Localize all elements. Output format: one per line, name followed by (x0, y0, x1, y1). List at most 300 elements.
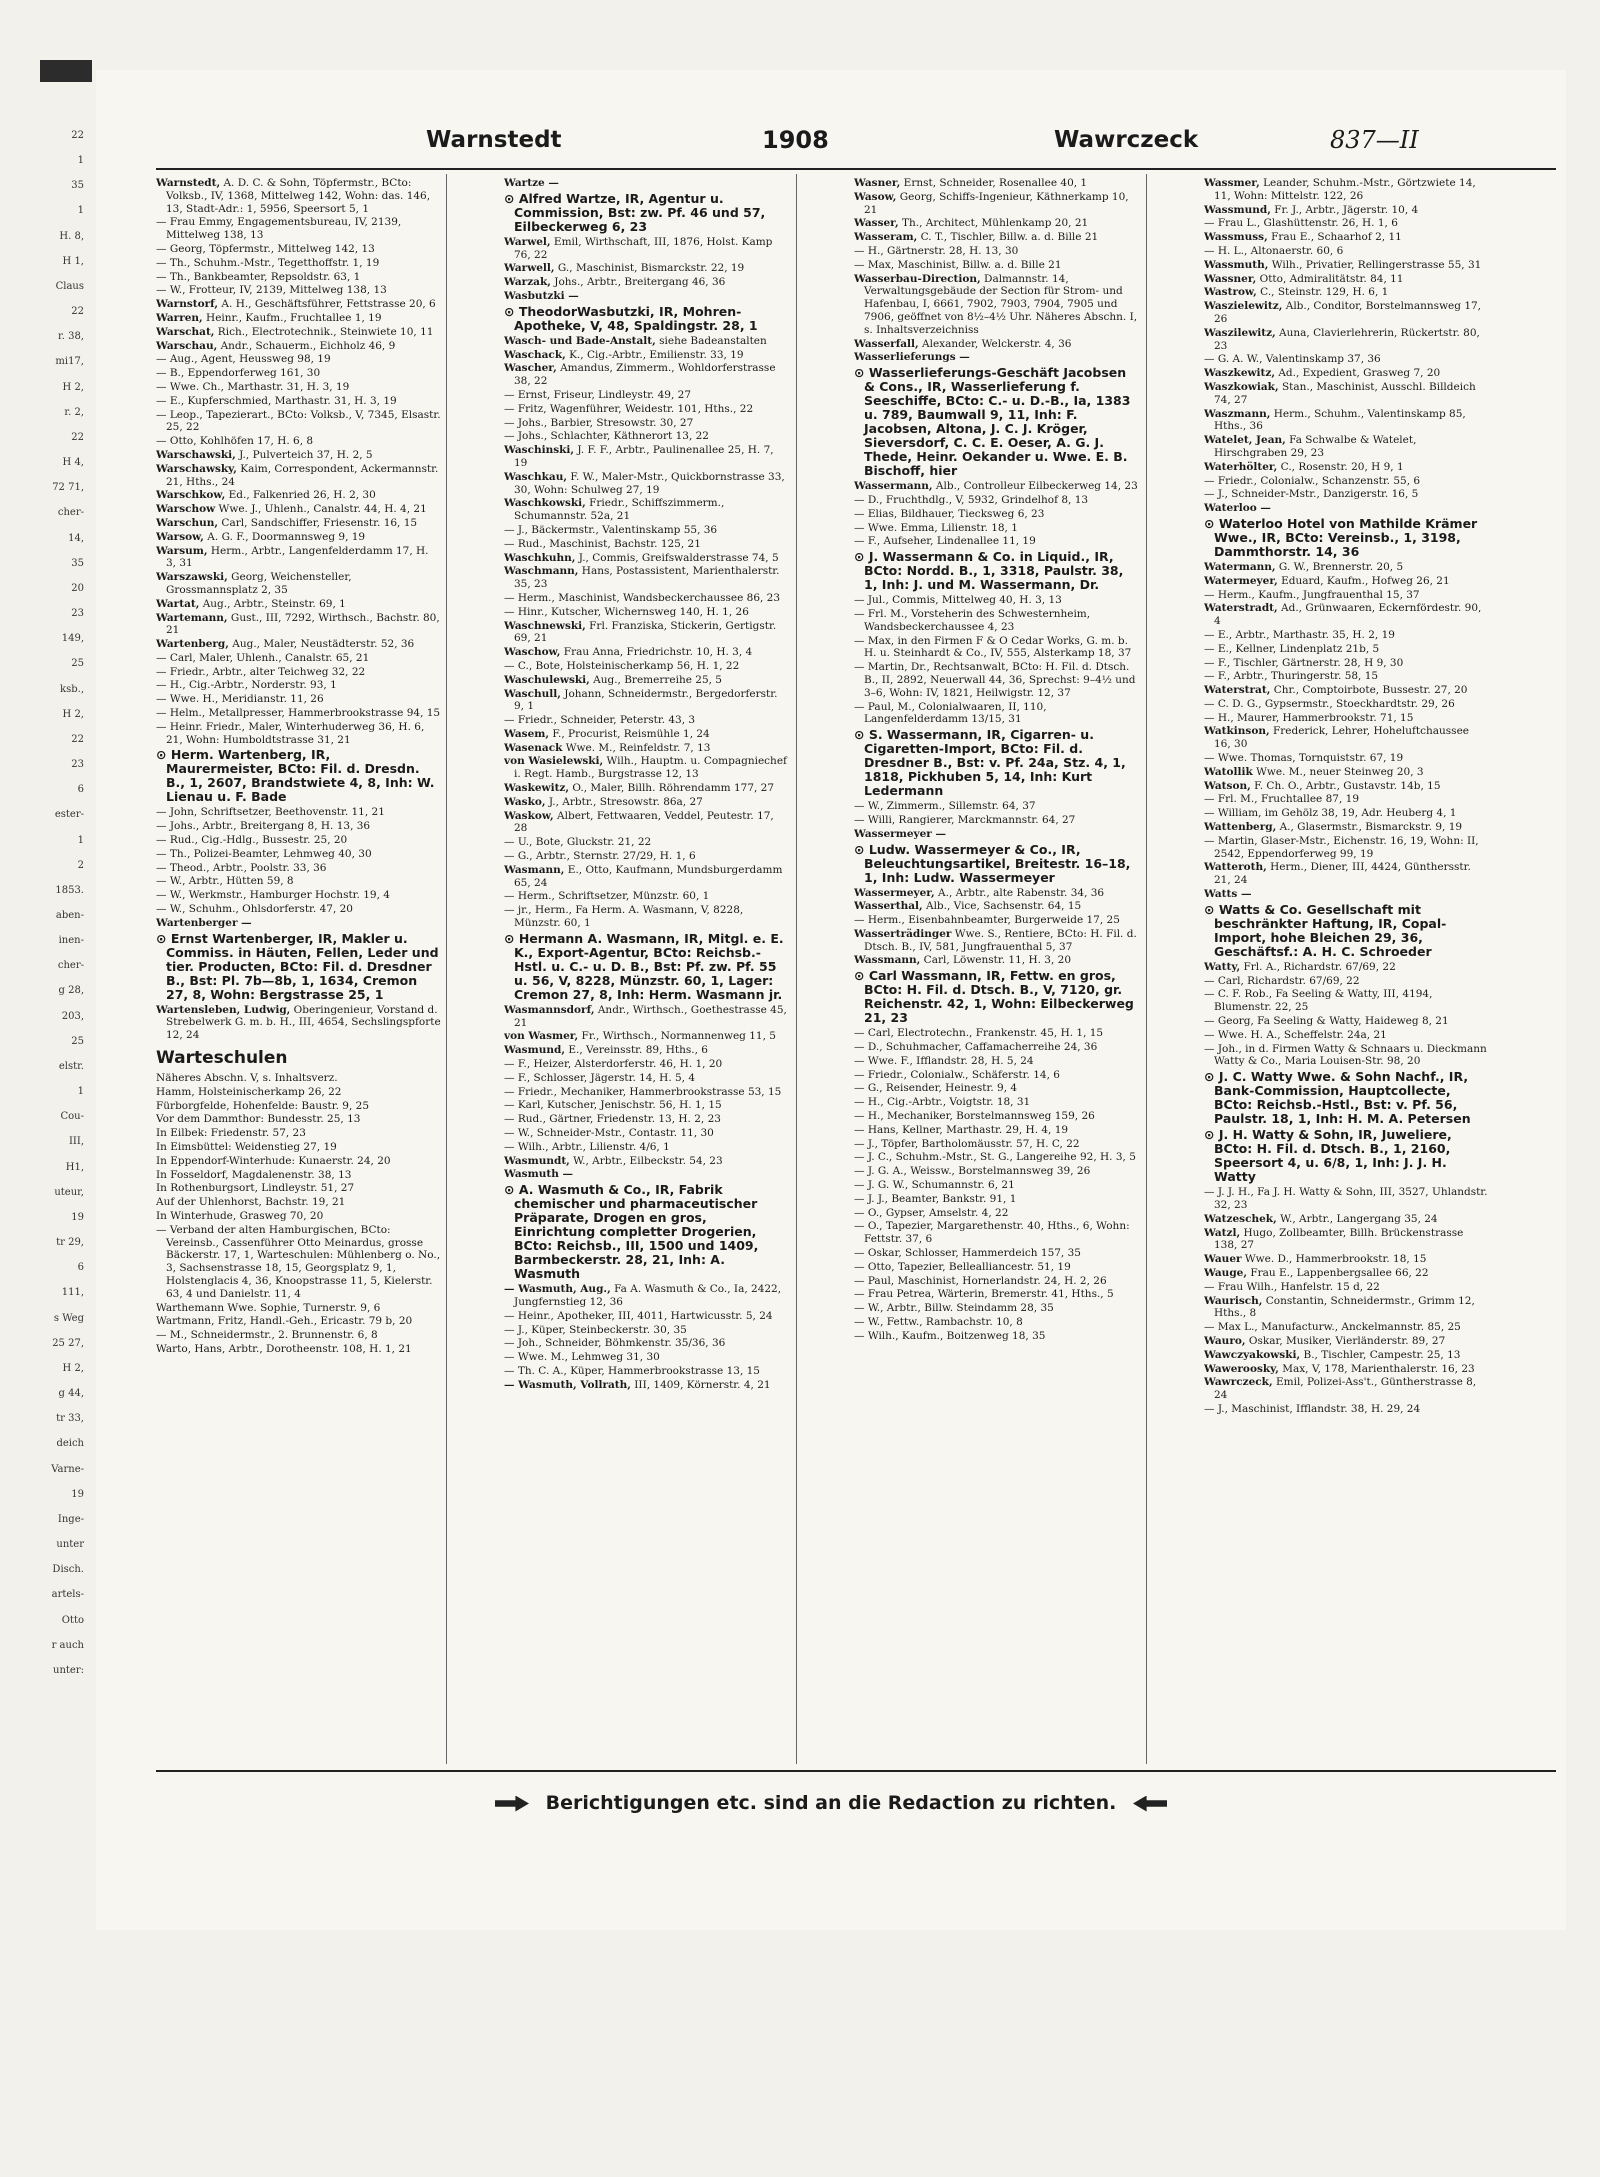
entry-details: IR, Juweliere, BCto: H. Fil. d. Dtsch. B., 1, 2160, Speersort 4, u. 6/8, 1, Inh: J. J. H. Watty (1214, 1127, 1452, 1185)
directory-entry (1204, 217, 1489, 230)
entry-details: Max, V, 178, Marienthalerstr. 16, 23 (1278, 1362, 1475, 1375)
previous-page-fragment: III, (68, 1136, 84, 1148)
entry-details: — G. A. W., Valentinskamp 37, 36 (1204, 353, 1381, 366)
entry-details: IR, Beleuchtungsartikel, Breitestr. 16–18, 1, Inh: Ludw. Wassermeyer (864, 841, 1131, 885)
previous-page-fragment: uteur, (54, 1186, 84, 1198)
entry-details: — D., Fruchthdlg., V, 5932, Grindelhof 8, 13 (854, 493, 1089, 506)
directory-entry (854, 1220, 1139, 1246)
directory-entry (854, 1027, 1139, 1040)
entry-name: Watteroth, (1204, 861, 1267, 874)
directory-entry (854, 1193, 1139, 1206)
directory-entry (854, 1069, 1139, 1082)
entry-details: Fr., Wirthsch., Normannenweg 11, 5 (578, 1030, 776, 1043)
entry-name: Wasko, (504, 795, 546, 808)
entry-details: — Th., Polizei-Beamter, Lehmweg 40, 30 (156, 847, 372, 860)
entry-details: — Friedr., Colonialw., Schanzenstr. 55, 6 (1204, 474, 1421, 487)
directory-entry (1204, 300, 1489, 326)
previous-page-fragment: H 4, (62, 457, 84, 469)
entry-details: J., Arbtr., Stresowstr. 86a, 27 (545, 795, 703, 808)
directory-entry (854, 191, 1139, 217)
entry-details: A., Glasermstr., Bismarckstr. 9, 19 (1276, 821, 1463, 834)
entry-details: Carl, Sandschiffer, Friesenstr. 16, 15 (218, 516, 418, 529)
previous-page-fragment: 19 (71, 1488, 84, 1500)
directory-entry (504, 524, 789, 537)
entry-details: Ad., Grünwaaren, Eckernfördestr. 90, 4 (1214, 602, 1482, 628)
directory-entry (1204, 807, 1489, 820)
entry-details: Fa Schwalbe & Watelet, Hirschgraben 29, 23 (1214, 434, 1417, 459)
directory-entry (854, 828, 1139, 841)
directory-entry (1204, 286, 1489, 299)
directory-entry (156, 612, 441, 638)
directory-entry (1204, 273, 1489, 286)
directory-entry (1204, 643, 1489, 656)
directory-entry (156, 820, 441, 833)
entry-name: Warschkow, (156, 489, 226, 502)
directory-entry (156, 1127, 441, 1140)
entry-name: ⊙ Alfred Wartze, (504, 190, 621, 206)
directory-entry (1204, 1295, 1489, 1321)
entry-details: J., Commis, Greifswalderstrasse 74, 5 (575, 551, 779, 564)
entry-details: K., Cig.-Arbtr., Emilienstr. 33, 19 (565, 348, 744, 361)
entry-name: Wassmann, (854, 954, 921, 967)
entry-name: Waweroosky, (1204, 1362, 1279, 1375)
directory-entry (854, 522, 1139, 535)
entry-details: Herm., Arbtr., Langenfelderdamm 17, H. 3, 31 (166, 544, 429, 570)
entry-details: — Georg, Töpfermstr., Mittelweg 142, 13 (156, 242, 375, 255)
entry-details: Hugo, Zollbeamter, Billh. Brückenstrasse 138, 27 (1214, 1226, 1464, 1252)
directory-entry (156, 463, 441, 489)
directory-entry (504, 810, 789, 836)
advertiser-entry (854, 366, 1139, 478)
entry-details: W., Arbtr., Eilbeckstr. 54, 23 (569, 1154, 723, 1167)
previous-page-fragment: 35 (71, 557, 84, 569)
directory-entry (156, 435, 441, 448)
directory-entry (504, 1337, 789, 1350)
directory-entry (156, 679, 441, 692)
entry-details: Auna, Clavierlehrerin, Rückertstr. 80, 23 (1214, 326, 1480, 352)
entry-name: ⊙ A. Wasmuth & Co., (504, 1182, 651, 1198)
directory-entry (504, 1351, 789, 1364)
directory-entry (504, 660, 789, 673)
previous-page-fragment: Disch. (52, 1564, 84, 1576)
directory-entry (1204, 381, 1489, 407)
directory-entry (854, 900, 1139, 913)
previous-page-fragment: 1 (77, 155, 84, 167)
entry-details: Vor dem Dammthor: Bundesstr. 25, 13 (156, 1113, 361, 1126)
directory-entry (156, 489, 441, 502)
directory-entry (156, 243, 441, 256)
entry-details: — Wilh., Arbtr., Lilienstr. 4/6, 1 (504, 1140, 670, 1153)
entry-name: Warsum, (156, 544, 208, 557)
entry-name: Warschow (156, 503, 216, 516)
entry-name: Watermann, (1204, 560, 1276, 573)
entry-details: — H., Mechaniker, Borstelmannsweg 159, 26 (854, 1110, 1095, 1123)
directory-entry (156, 806, 441, 819)
directory-entry (1204, 488, 1489, 501)
previous-page-fragment: 1853. (55, 884, 84, 896)
directory-entry (1204, 177, 1489, 203)
previous-page-fragment: 72 71, (52, 482, 84, 494)
entry-name: Wasserträdinger (854, 927, 952, 940)
entry-details: Herm., Diener, III, 4424, Günthersstr. 21, 24 (1214, 861, 1471, 887)
entry-details: Wilh., Hauptm. u. Compagniechef i. Regt. Hamb., Burgstrasse 12, 13 (514, 755, 787, 781)
directory-entry (854, 1288, 1139, 1301)
entry-name: Warwell, (504, 262, 555, 275)
directory-entry (1204, 475, 1489, 488)
previous-page-fragment: mi17, (55, 356, 84, 368)
entry-details: IR, Cigarren- u. Cigaretten-Import, BCto: Fil. d. Dresdner B., Bst: v. Pf. 24a, Stz. 4, 1, 1818, Pickhuben 5, 14, Inh: Kurt Ledermann (864, 727, 1126, 799)
entry-name: — Wasmuth, Vollrath, (504, 1378, 631, 1391)
entry-name: Warsow, (156, 530, 204, 543)
directory-entry (1204, 259, 1489, 272)
entry-details: Otto, Admiralitätstr. 84, 11 (1256, 272, 1404, 285)
directory-entry (504, 1113, 789, 1126)
directory-entry (1204, 1186, 1489, 1212)
directory-entry (854, 608, 1139, 634)
directory-entry (854, 701, 1139, 727)
previous-page-fragment: inen- (58, 935, 84, 947)
previous-page-fragment: unter (56, 1539, 84, 1551)
entry-details: — O., Gypser, Amselstr. 4, 22 (854, 1206, 1009, 1219)
entry-name: Wattenberg, (1204, 821, 1277, 834)
previous-page-fragment: 203, (61, 1010, 84, 1022)
entry-details: F., Procurist, Reismühle 1, 24 (549, 727, 710, 740)
directory-entry (1204, 245, 1489, 258)
entry-details: Frau E., Lappenbergsallee 66, 22 (1247, 1267, 1429, 1279)
entry-details: — J. J., Beamter, Bankstr. 91, 1 (854, 1192, 1017, 1205)
entry-details: — Max, in den Firmen F & O Cedar Works, G. m. b. H. u. Steinhardt & Co., IV, 555, Alsterkamp 18, 37 (854, 634, 1132, 660)
previous-page-fragment: tr 29, (56, 1237, 84, 1249)
directory-entry (156, 409, 441, 435)
entry-name: Wassermeyer, (854, 886, 935, 899)
previous-page-fragment: Otto (61, 1614, 84, 1626)
entry-details: — Wwe. H., Meridianstr. 11, 26 (156, 693, 324, 706)
entry-name: Warwel, (504, 235, 551, 248)
directory-entry (504, 850, 789, 863)
entry-details: IR, Fettw. en gros, BCto: H. Fil. d. Dtsch. B., V, 7120, gr. Reichenstr. 42, 1, Wohn: Eilbeckerweg 21, 23 (864, 968, 1134, 1026)
directory-entry (1204, 1335, 1489, 1348)
entry-details: — J. G. A., Weissw., Borstelmannsweg 39, 26 (854, 1165, 1091, 1178)
entry-details: — Ernst, Friseur, Lindleystr. 49, 27 (504, 388, 692, 401)
directory-entry (854, 661, 1139, 699)
directory-entry (504, 362, 789, 388)
previous-page-fragment: unter: (53, 1664, 84, 1676)
directory-entry (1204, 961, 1489, 974)
directory-entry (504, 389, 789, 402)
previous-page-fragment: elstr. (58, 1060, 84, 1072)
directory-entry (1204, 793, 1489, 806)
entry-name: Wasserbau-Direction, (854, 272, 981, 285)
entry-details: Georg, Schiffs-Ingenieur, Käthnerkamp 10, 21 (864, 190, 1129, 216)
directory-entry (1204, 1281, 1489, 1294)
entry-name: ⊙ S. Wassermann, (854, 727, 983, 743)
directory-entry (854, 814, 1139, 827)
directory-entry (504, 565, 789, 591)
previous-page-edge (0, 70, 90, 1710)
directory-entry (854, 954, 1139, 967)
entry-details: Näheres Abschn. V, s. Inhaltsverz. (156, 1072, 338, 1085)
entry-details: — M., Schneidermstr., 2. Brunnenstr. 6, 8 (156, 1329, 378, 1342)
advertiser-entry (1204, 517, 1489, 559)
directory-entry (854, 177, 1139, 190)
entry-name: Wassmer, (1204, 177, 1260, 189)
pointing-hand-icon (495, 1796, 529, 1812)
directory-entry (854, 1082, 1139, 1095)
entry-details: — Frau Wilh., Hanfelstr. 15 d, 22 (1204, 1280, 1380, 1293)
advertiser-entry (504, 1183, 789, 1281)
previous-page-fragment: 1 (77, 1086, 84, 1098)
entry-details: Wartmann, Fritz, Handl.-Geh., Ericastr. 79 b, 20 (156, 1315, 413, 1328)
entry-details: — Hans, Kellner, Marthastr. 29, H. 4, 19 (854, 1123, 1069, 1136)
entry-name: Warnstedt, (156, 177, 221, 189)
directory-entry (156, 666, 441, 679)
entry-details: — Johs., Barbier, Stresowstr. 30, 27 (504, 416, 694, 429)
directory-entry (156, 367, 441, 380)
directory-entry (1204, 231, 1489, 244)
entry-name: Waschinski, (504, 444, 575, 457)
entry-details: IR, Fabrik chemischer und pharmaceutischer Präparate, Drogen en gros, Einrichtung completter Drogerien, BCto: Reichsb., III, 1500 und 1409, Barmbeckerstr. 28, 21, Inh: A. Wasmuth (514, 1182, 759, 1282)
header-rule (156, 168, 1556, 170)
entry-details: Frl. Franziska, Stickerin, Gertigstr. 69, 21 (514, 619, 777, 645)
directory-entry (504, 1058, 789, 1071)
directory-entry (1204, 204, 1489, 217)
column-4 (1204, 177, 1489, 1757)
entry-name: ⊙ TheodorWasbutzki, (504, 303, 655, 319)
advertiser-entry (854, 969, 1139, 1025)
directory-entry (504, 890, 789, 903)
advertiser-entry (1204, 903, 1489, 959)
entry-details: Wwe. M., neuer Steinweg 20, 3 (1252, 765, 1424, 778)
entry-details: Alb., Controlleur Eilbeckerweg 14, 23 (932, 480, 1138, 493)
entry-name: von Wasmer, (504, 1030, 579, 1043)
entry-details: W., Arbtr., Langergang 35, 24 (1276, 1212, 1438, 1225)
entry-details: — F., Tischler, Gärtnerstr. 28, H 9, 30 (1204, 656, 1404, 669)
entry-name: Wasser, (854, 217, 899, 230)
entry-details: IR, BCto: Nordd. B., 1, 3318, Paulstr. 38, 1, Inh: J. und M. Wassermann, Dr. (864, 549, 1124, 593)
directory-entry (504, 606, 789, 619)
previous-page-fragment: aben- (55, 910, 84, 921)
previous-page-fragment: 2 (77, 859, 84, 871)
previous-page-fragment: H 2, (62, 381, 84, 393)
entry-details: — J., Bäckermstr., Valentinskamp 55, 36 (504, 523, 718, 536)
directory-entry (1204, 712, 1489, 725)
entry-details: — W., Schneider-Mstr., Contastr. 11, 30 (504, 1127, 714, 1140)
entry-details: — H., Cig.-Arbtr., Norderstr. 93, 1 (156, 679, 337, 692)
directory-entry (156, 449, 441, 462)
directory-entry (854, 480, 1139, 493)
directory-entry (156, 834, 441, 847)
previous-page-fragment: H1, (65, 1161, 84, 1173)
directory-entry (156, 177, 441, 215)
entry-name: Waterstradt, (1204, 602, 1278, 615)
entry-details: — Herm., Eisenbahnbeamter, Burgerweide 17, 25 (854, 914, 1120, 927)
directory-entry (156, 517, 441, 530)
entry-details: Emil, Polizei-Ass't., Güntherstrasse 8, 24 (1214, 1376, 1477, 1402)
directory-entry (504, 236, 789, 262)
entry-details: Ad., Expedient, Grasweg 7, 20 (1275, 367, 1441, 380)
entry-details: E., Otto, Kaufmann, Mundsburgerdamm 65, 24 (514, 863, 783, 889)
entry-name: Wartze — (504, 177, 559, 189)
directory-entry (1204, 725, 1489, 751)
entry-details: — W., Frotteur, IV, 2139, Mittelweg 138, 13 (156, 284, 387, 297)
entry-details: — Wwe. H. A., Scheffelstr. 24a, 21 (1204, 1028, 1387, 1041)
entry-details: B., Tischler, Campestr. 25, 13 (1300, 1348, 1461, 1361)
entry-details: — J., Küper, Steinbeckerstr. 30, 35 (504, 1323, 687, 1336)
directory-entry (504, 592, 789, 605)
directory-entry (854, 1330, 1139, 1343)
entry-details: — Th., Schuhm.-Mstr., Tegetthoffstr. 1, 19 (156, 256, 380, 269)
advertiser-entry (1204, 1128, 1489, 1184)
running-head-last-entry: Wawrczeck (1054, 127, 1199, 153)
entry-name: ⊙ J. H. Watty & Sohn, (1204, 1127, 1354, 1143)
entry-details: — Wwe. Emma, Lilienstr. 18, 1 (854, 521, 1018, 534)
directory-entry (1204, 780, 1489, 793)
directory-entry (504, 444, 789, 470)
directory-entry (156, 693, 441, 706)
entry-details: In Eppendorf-Winterhude: Kunaerstr. 24, 20 (156, 1154, 391, 1167)
entry-details: — Otto, Tapezier, Bellealliancestr. 51, 19 (854, 1260, 1071, 1273)
directory-entry (1204, 1015, 1489, 1028)
directory-entry (156, 571, 441, 597)
entry-details: — Johs., Arbtr., Breitergang 8, H. 13, 36 (156, 820, 371, 833)
directory-entry (156, 652, 441, 665)
entry-name: ⊙ Carl Wassmann, (854, 968, 982, 984)
entry-name: ⊙ Herm. Wartenberg, (156, 747, 307, 763)
directory-entry (156, 1224, 441, 1301)
entry-details: — H. L., Altonaerstr. 60, 6 (1204, 244, 1344, 257)
entry-details: — F., Aufseher, Lindenallee 11, 19 (854, 535, 1036, 548)
directory-entry (504, 497, 789, 523)
directory-entry (1204, 670, 1489, 683)
entry-details: — Helm., Metallpresser, Hammerbrookstrasse 94, 15 (156, 707, 441, 720)
entry-details: — E., Arbtr., Marthastr. 35, H. 2, 19 (1204, 628, 1395, 641)
previous-page-fragment: r. 2, (64, 406, 84, 418)
entry-name: Wasmann, (504, 863, 565, 876)
directory-entry (854, 1110, 1139, 1123)
entry-details: — W., Schuhm., Ohlsdorferstr. 47, 20 (156, 903, 353, 916)
previous-page-fragment: H 1, (62, 255, 84, 267)
directory-entry (854, 245, 1139, 258)
entry-name: Wassermeyer — (854, 827, 946, 840)
directory-entry (854, 1151, 1139, 1164)
previous-page-fragment: ester- (54, 809, 84, 821)
directory-entry (156, 875, 441, 888)
entry-details: A. G. F., Doormannsweg 9, 19 (203, 530, 366, 543)
entry-details: Leander, Schuhm.-Mstr., Görtzwiete 14, 11, Wohn: Mittelstr. 122, 26 (1214, 177, 1476, 202)
directory-entry (854, 535, 1139, 548)
entry-name: von Wasielewski, (504, 755, 604, 768)
directory-entry (504, 904, 789, 930)
section-title: Warteschulen (156, 1048, 288, 1069)
entry-details: — Friedr., Arbtr., alter Teichweg 32, 22 (156, 665, 366, 678)
entry-name: Waskow, (504, 809, 554, 822)
directory-entry (854, 231, 1139, 244)
directory-entry (156, 381, 441, 394)
directory-entry (156, 917, 441, 930)
entry-name: Watts — (1204, 888, 1252, 901)
entry-name: Waschkuhn, (504, 551, 576, 564)
entry-details: — Georg, Fa Seeling & Watty, Haideweg 8, 21 (1204, 1015, 1449, 1028)
entry-details: Albert, Fettwaaren, Veddel, Peutestr. 17, 28 (514, 809, 774, 835)
directory-entry (854, 1316, 1139, 1329)
entry-details: — Frau L., Glashüttenstr. 26, H. 1, 6 (1204, 217, 1398, 230)
entry-name: Waterloo — (1204, 502, 1271, 515)
directory-entry (504, 1004, 789, 1030)
entry-name: Watkinson, (1204, 725, 1270, 738)
entry-details: Eduard, Kaufm., Hofweg 26, 21 (1277, 574, 1450, 587)
entry-name: Watelet, Jean, (1204, 434, 1286, 447)
directory-entry (156, 545, 441, 571)
directory-entry (1204, 821, 1489, 834)
entry-details: — Elias, Bildhauer, Tiecksweg 6, 23 (854, 507, 1045, 520)
entry-details: IR, Mohren-Apotheke, V, 48, Spaldingstr. 28, 1 (514, 303, 758, 333)
advertiser-entry (156, 932, 441, 1002)
column-divider (796, 174, 797, 1764)
running-head (96, 120, 1566, 160)
previous-page-fragment: Cou- (60, 1111, 84, 1123)
previous-page-fragment: ksb., (60, 683, 84, 695)
previous-page-fragment: artels- (51, 1589, 84, 1601)
previous-page-fragment: g 28, (58, 985, 84, 997)
entry-details: — J., Töpfer, Bartholomäusstr. 57, H. C, 22 (854, 1137, 1080, 1150)
directory-entry (504, 552, 789, 565)
entry-details: Th., Architect, Mühlenkamp 20, 21 (898, 217, 1089, 230)
directory-entry (156, 1196, 441, 1209)
directory-entry (156, 395, 441, 408)
directory-entry (1204, 1376, 1489, 1402)
entry-details: — W., Fettw., Rambachstr. 10, 8 (854, 1316, 1023, 1329)
directory-entry (156, 326, 441, 339)
entry-details: Hans, Postassistent, Marienthalerstr. 35, 23 (514, 565, 780, 591)
directory-entry (854, 594, 1139, 607)
directory-entry (156, 531, 441, 544)
entry-name: Waschkau, (504, 470, 567, 483)
advertiser-entry (854, 843, 1139, 885)
entry-details: — C., Bote, Holsteinischerkamp 56, H. 1, 22 (504, 659, 740, 672)
directory-entry (854, 887, 1139, 900)
directory-entry (1204, 1213, 1489, 1226)
directory-entry (854, 928, 1139, 954)
previous-page-fragment: 20 (71, 582, 84, 594)
entry-details: — Wwe. M., Lehmweg 31, 30 (504, 1351, 660, 1364)
entry-details: — Max L., Manufacturw., Anckelmannstr. 85, 25 (1204, 1321, 1461, 1334)
advertiser-entry (504, 305, 789, 333)
entry-name: ⊙ Waterloo Hotel von Mathilde Krämer Wwe., (1204, 515, 1478, 545)
entry-name: ⊙ Watts & Co. Gesellschaft mit beschränkter Haftung, (1204, 901, 1421, 931)
entry-name: Wartat, (156, 597, 200, 610)
entry-details: — Theod., Arbtr., Poolstr. 33, 36 (156, 861, 327, 874)
directory-entry (156, 1155, 441, 1168)
entry-details: — Wwe. Ch., Marthastr. 31, H. 3, 19 (156, 380, 350, 393)
column-divider (446, 174, 447, 1764)
entry-name: Wascher, (504, 362, 557, 375)
previous-page-fragment: 1 (77, 834, 84, 846)
advertiser-entry (854, 550, 1139, 592)
entry-details: IR, Mitgl. e. E. K., Export-Agentur, BCto: Reichsb.-Hstl. u. C.- u. D. B., Bst: Pf. zw. Pf. 55 u. 56, V, 8228, Münzstr. 60, 1, Lager: Cremon 27, 8, Inh: Herm. Wasmann jr. (514, 930, 784, 1002)
entry-name: Wassmuth, (1204, 258, 1269, 271)
directory-entry (854, 273, 1139, 337)
directory-entry (1204, 1349, 1489, 1362)
entry-details: — H., Gärtnerstr. 28, H. 13, 30 (854, 244, 1019, 257)
entry-name: Wasner, (854, 177, 901, 189)
entry-details: — E., Kellner, Lindenplatz 21b, 5 (1204, 642, 1380, 655)
column-divider (1146, 174, 1147, 1764)
previous-page-fragment: 6 (77, 1262, 84, 1274)
directory-entry (854, 1055, 1139, 1068)
directory-entry (156, 340, 441, 353)
entry-details: Kaim, Correspondent, Ackermannstr. 21, Hths., 24 (166, 462, 439, 488)
entry-name: Wasow, (854, 190, 897, 203)
